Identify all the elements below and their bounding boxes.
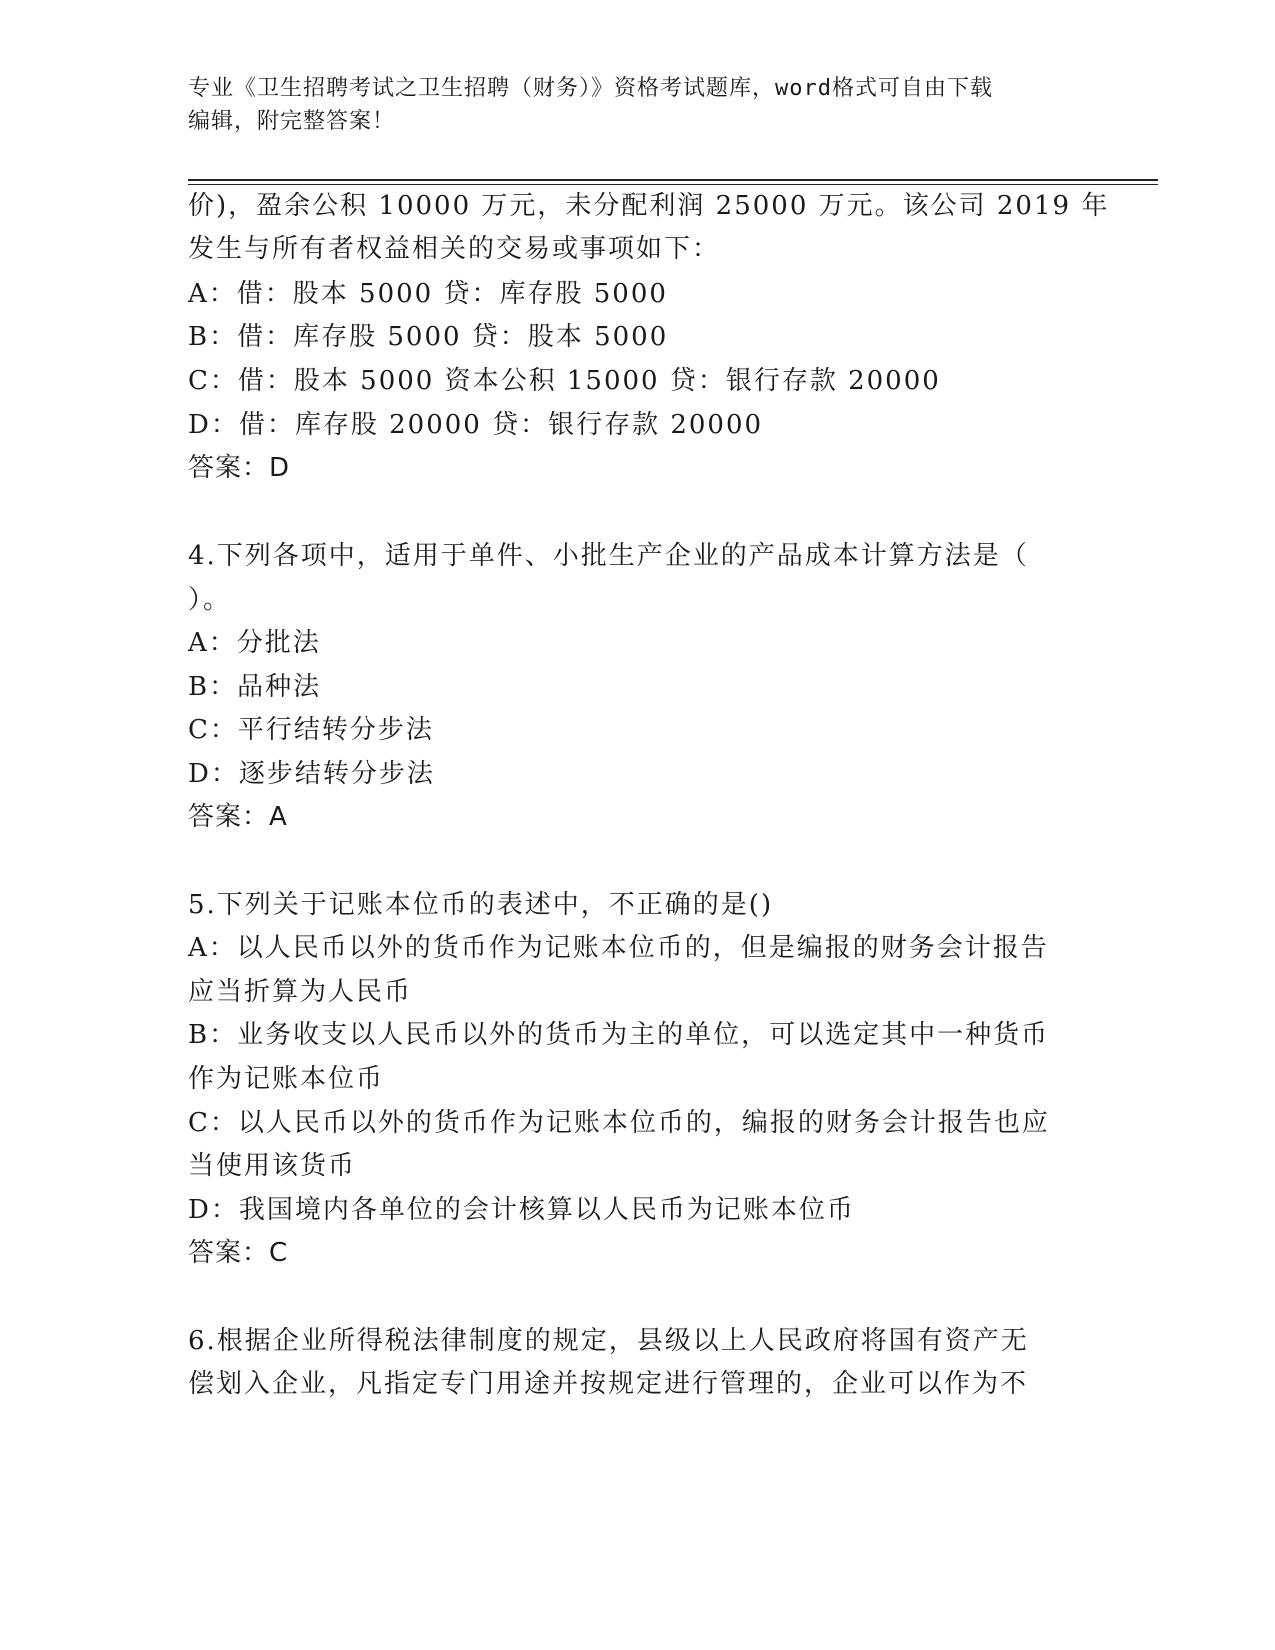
q6-stem-1: 6.根据企业所得税法律制度的规定，县级以上人民政府将国有资产无 — [188, 1326, 1029, 1356]
q5-option-b-line-2: 作为记账本位币 — [188, 1064, 385, 1094]
header-divider-thick — [188, 179, 1158, 181]
q3-answer: 答案：D — [188, 453, 291, 483]
q6-stem-2: 偿划入企业，凡指定专门用途并按规定进行管理的，企业可以作为不 — [188, 1369, 1029, 1399]
q5-option-a-line-1: A：以人民币以外的货币作为记账本位币的，但是编报的财务会计报告 — [188, 933, 1049, 963]
q5-answer: 答案：C — [188, 1238, 289, 1268]
q5-stem: 5.下列关于记账本位币的表述中，不正确的是() — [188, 890, 774, 920]
q4-stem-1: 4.下列各项中，适用于单件、小批生产企业的产品成本计算方法是（ — [188, 541, 1029, 571]
q3-option-a: A：借：股本 5000 贷：库存股 5000 — [188, 279, 668, 309]
q3-stem-continued-1: 价)，盈余公积 10000 万元，未分配利润 25000 万元。该公司 2019 年 — [188, 191, 1110, 221]
q4-option-d: D：逐步结转分步法 — [188, 759, 435, 789]
q4-answer: 答案：A — [188, 802, 288, 832]
q5-option-b-line-1: B：业务收支以人民币以外的货币为主的单位，可以选定其中一种货币 — [188, 1020, 1050, 1050]
header-divider-thin — [188, 184, 1158, 185]
q5-option-d: D：我国境内各单位的会计核算以人民币为记账本位币 — [188, 1195, 855, 1225]
q4-stem-2: ）。 — [188, 585, 232, 615]
header-line-1: 专业《卫生招聘考试之卫生招聘（财务）》资格考试题库，word格式可自由下载 — [188, 76, 993, 101]
q5-option-a-line-2: 应当折算为人民币 — [188, 977, 413, 1007]
q4-option-b: B：品种法 — [188, 672, 322, 702]
q3-option-d: D：借：库存股 20000 贷：银行存款 20000 — [188, 410, 764, 440]
header-line-2: 编辑，附完整答案！ — [188, 109, 396, 134]
q4-option-a: A：分批法 — [188, 628, 321, 658]
q5-option-c-line-1: C：以人民币以外的货币作为记账本位币的，编报的财务会计报告也应 — [188, 1108, 1050, 1138]
q3-option-c: C：借：股本 5000 资本公积 15000 贷：银行存款 20000 — [188, 366, 941, 396]
q4-option-c: C：平行结转分步法 — [188, 715, 434, 745]
q5-option-c-line-2: 当使用该货币 — [188, 1151, 357, 1181]
q3-option-b: B：借：库存股 5000 贷：股本 5000 — [188, 322, 669, 352]
document-header — [188, 72, 1068, 138]
q3-stem-continued-2: 发生与所有者权益相关的交易或事项如下： — [188, 234, 721, 264]
